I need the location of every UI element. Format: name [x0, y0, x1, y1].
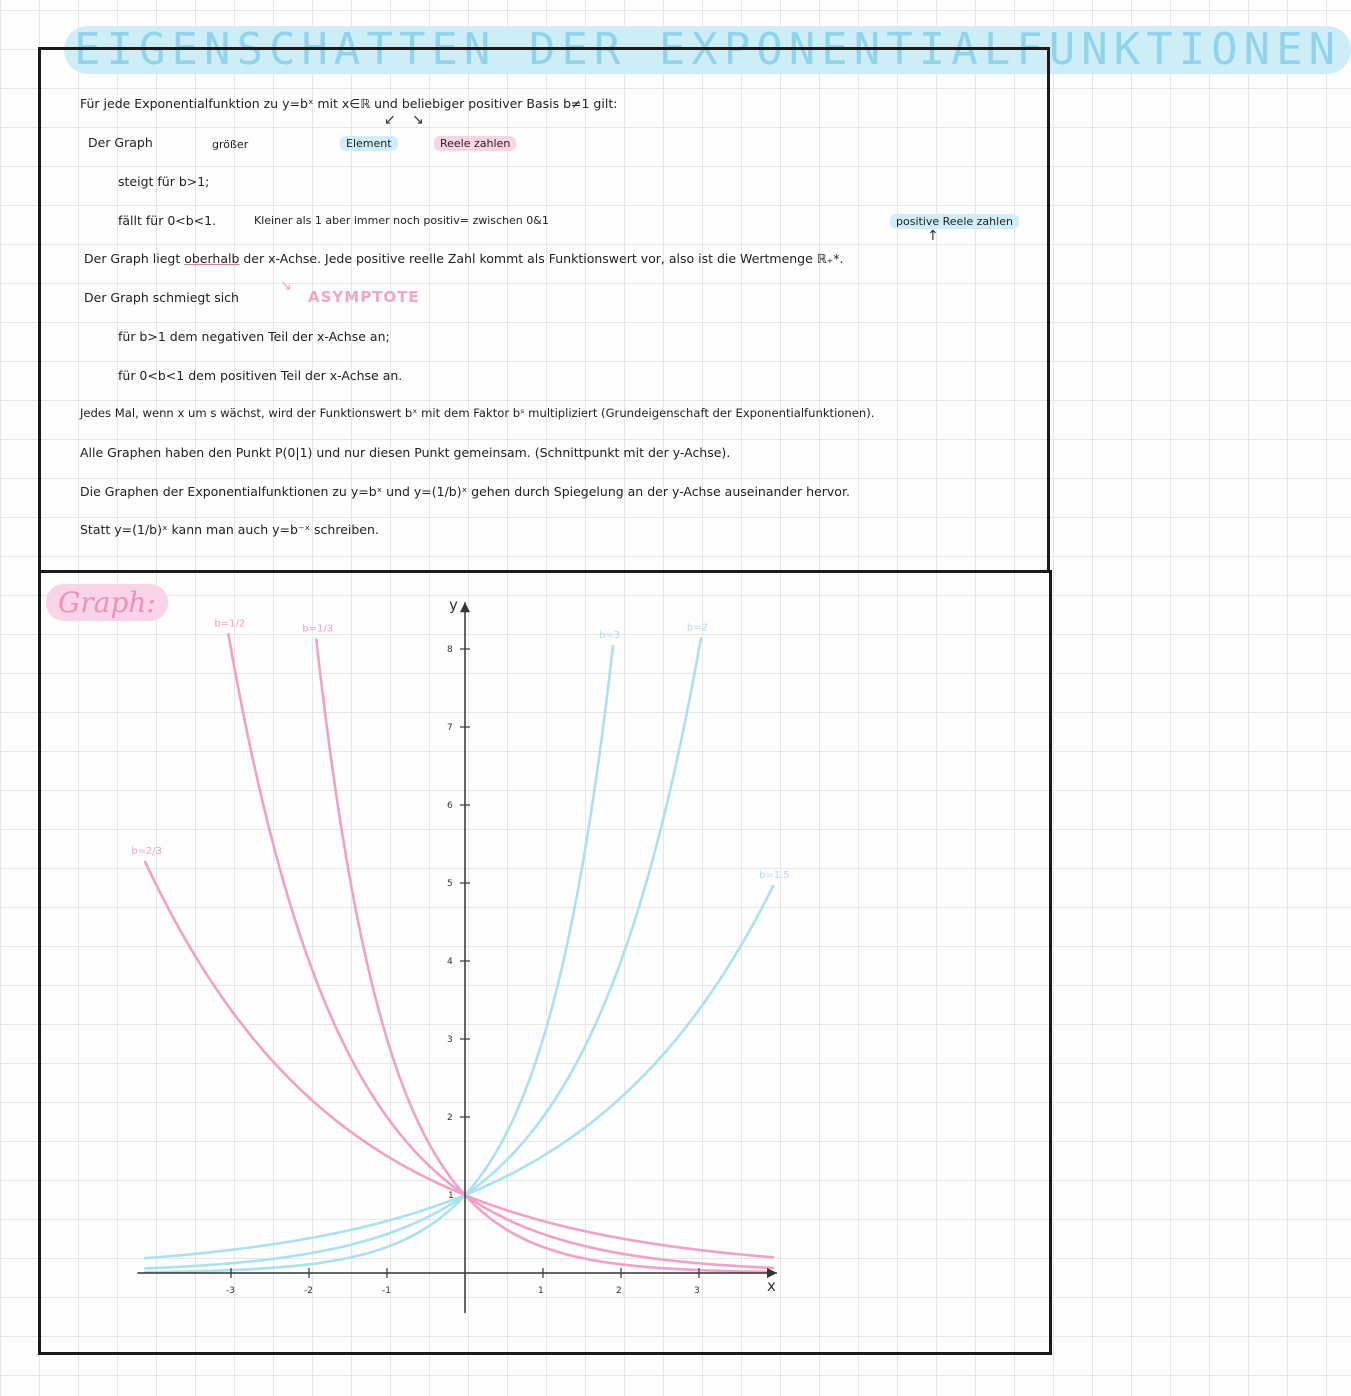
- curve-b-1-2: [228, 634, 773, 1268]
- oberhalb-rest: der x-Achse. Jede positive reelle Zahl kommt als Funktionswert vor, also ist die Wertmenge ℝ₊*.: [243, 251, 844, 266]
- x-tick-label: -3: [226, 1286, 235, 1296]
- curve-label: b=1/2: [214, 618, 246, 630]
- curve-label: b=1.5: [759, 870, 790, 882]
- graph-heading: Graph:: [46, 584, 168, 621]
- x-tick-label: 3: [694, 1286, 700, 1296]
- positiv-line: für 0<b<1 dem positiven Teil der x-Achse an.: [118, 368, 403, 383]
- oberhalb-word: oberhalb: [184, 251, 240, 266]
- curve-b-2: [145, 638, 701, 1268]
- statt-line: Statt y=(1/b)ˣ kann man auch y=b⁻ˣ schreiben.: [80, 522, 379, 537]
- arrow-icon: ↙: [384, 112, 396, 128]
- y-axis-arrowhead: [460, 602, 470, 612]
- positive-reele-annotation: positive Reele zahlen: [890, 214, 1019, 229]
- intersection-label: 1: [448, 1191, 454, 1201]
- kleiner-annotation: Kleiner als 1 aber immer noch positiv= zwischen 0&1: [254, 214, 549, 227]
- curve-b-1-3: [316, 640, 773, 1273]
- y-tick-label: 5: [447, 879, 453, 889]
- jedes-mal-line: Jedes Mal, wenn x um s wächst, wird der Funktionswert bˣ mit dem Faktor bˢ multipliziert (Grundeigenschaft der Exponentialfunktionen).: [80, 406, 875, 420]
- element-annotation: Element: [340, 136, 398, 151]
- y-tick-label: 8: [447, 645, 453, 655]
- negativ-line: für b>1 dem negativen Teil der x-Achse an;: [118, 329, 390, 344]
- schmiegt-line: Der Graph schmiegt sich: [84, 290, 239, 305]
- steigt-line: steigt für b>1;: [118, 174, 210, 189]
- curve-b-3: [145, 646, 613, 1272]
- curve-label: b=2: [686, 622, 708, 634]
- intro-line: Für jede Exponentialfunktion zu y=bˣ mit x∈ℝ und beliebiger positiver Basis b≠1 gilt:: [80, 96, 618, 111]
- y-tick-label: 4: [447, 957, 453, 967]
- arrow-up-icon: ↑: [927, 228, 939, 244]
- curve-label: b=3: [598, 629, 621, 641]
- curve-label: b=1/3: [302, 623, 334, 635]
- oberhalb-prefix: Der Graph liegt: [84, 251, 181, 266]
- spiegelung-line: Die Graphen der Exponentialfunktionen zu y=bˣ und y=(1/b)ˣ gehen durch Spiegelung an der y-Achse auseinander hervor.: [80, 484, 850, 499]
- arrow-icon: ↘: [412, 112, 424, 128]
- groesser-annotation: größer: [212, 138, 249, 151]
- faellt-line: fällt für 0<b<1.: [118, 213, 217, 228]
- graph-label: Der Graph: [88, 135, 153, 150]
- reele-annotation: Reele zahlen: [434, 136, 516, 151]
- x-axis-label: x: [767, 1277, 776, 1295]
- asymptote-label: ASYMPTOTE: [308, 288, 420, 306]
- curve-label: b=2/3: [131, 845, 163, 857]
- y-tick-label: 2: [447, 1113, 453, 1123]
- y-tick-label: 3: [447, 1035, 453, 1045]
- x-tick-label: 1: [538, 1286, 544, 1296]
- arrow-icon: ↘: [280, 278, 292, 294]
- x-tick-label: -2: [304, 1286, 313, 1296]
- x-tick-label: 2: [616, 1286, 622, 1296]
- x-tick-label: -1: [382, 1286, 391, 1296]
- alle-graphen-line: Alle Graphen haben den Punkt P(0|1) und nur diesen Punkt gemeinsam. (Schnittpunkt mit der y-Achse).: [80, 445, 731, 460]
- y-tick-label: 7: [447, 723, 453, 733]
- y-axis-label: y: [449, 596, 458, 615]
- page-title: EIGENSCHATTEN DER EXPONENTIALFUNKTIONEN: [64, 26, 1351, 74]
- y-tick-label: 6: [447, 801, 453, 811]
